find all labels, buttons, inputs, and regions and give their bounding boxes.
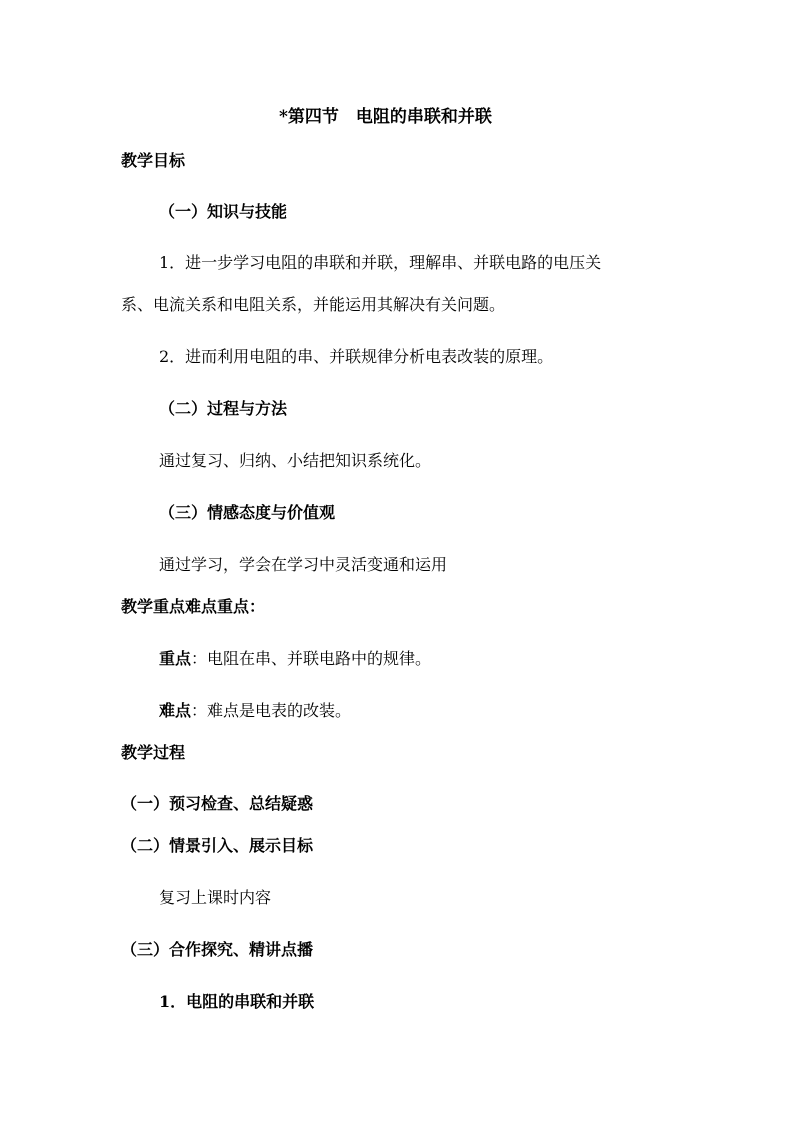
attitude-values-text: 通过学习，学会在学习中灵活变通和运用 [159,555,448,574]
key-point-label: 重点 [159,649,192,668]
subheading-attitude-values: （三）情感态度与价值观 [159,503,336,522]
difficult-point-label: 难点 [159,701,192,720]
subheading-process-method: （二）过程与方法 [159,399,288,418]
process-step-2-text: 复习上课时内容 [159,888,272,907]
process-step-2: （二）情景引入、展示目标 [121,836,314,855]
heading-teaching-goals: 教学目标 [121,151,186,170]
process-step-3: （三）合作探究、精讲点播 [121,940,314,959]
goal-item-1-line-2: 系、电流关系和电阻关系，并能运用其解决有关问题。 [121,295,506,314]
goal-item-2: 2．进而利用电阻的串、并联规律分析电表改装的原理。 [159,347,554,366]
process-method-text: 通过复习、归纳、小结把知识系统化。 [159,451,432,470]
difficult-point-text: ：难点是电表的改装。 [191,701,352,720]
process-step-1: （一）预习检查、总结疑惑 [121,794,314,813]
key-point-line [159,649,431,669]
difficult-point-line [159,701,351,721]
page-title: *第四节 电阻的串联和并联 [279,107,492,127]
key-point-text: ：电阻在串、并联电路中的规律。 [191,649,432,668]
process-step-3-item-1: 1．电阻的串联和并联 [159,992,315,1011]
subheading-knowledge-skills: （一）知识与技能 [159,202,288,221]
goal-item-1-line-1: 1．进一步学习电阻的串联和并联，理解串、并联电路的电压关 [159,253,602,272]
heading-key-difficult-points: 教学重点难点重点： [121,597,266,616]
heading-teaching-process: 教学过程 [121,743,186,762]
